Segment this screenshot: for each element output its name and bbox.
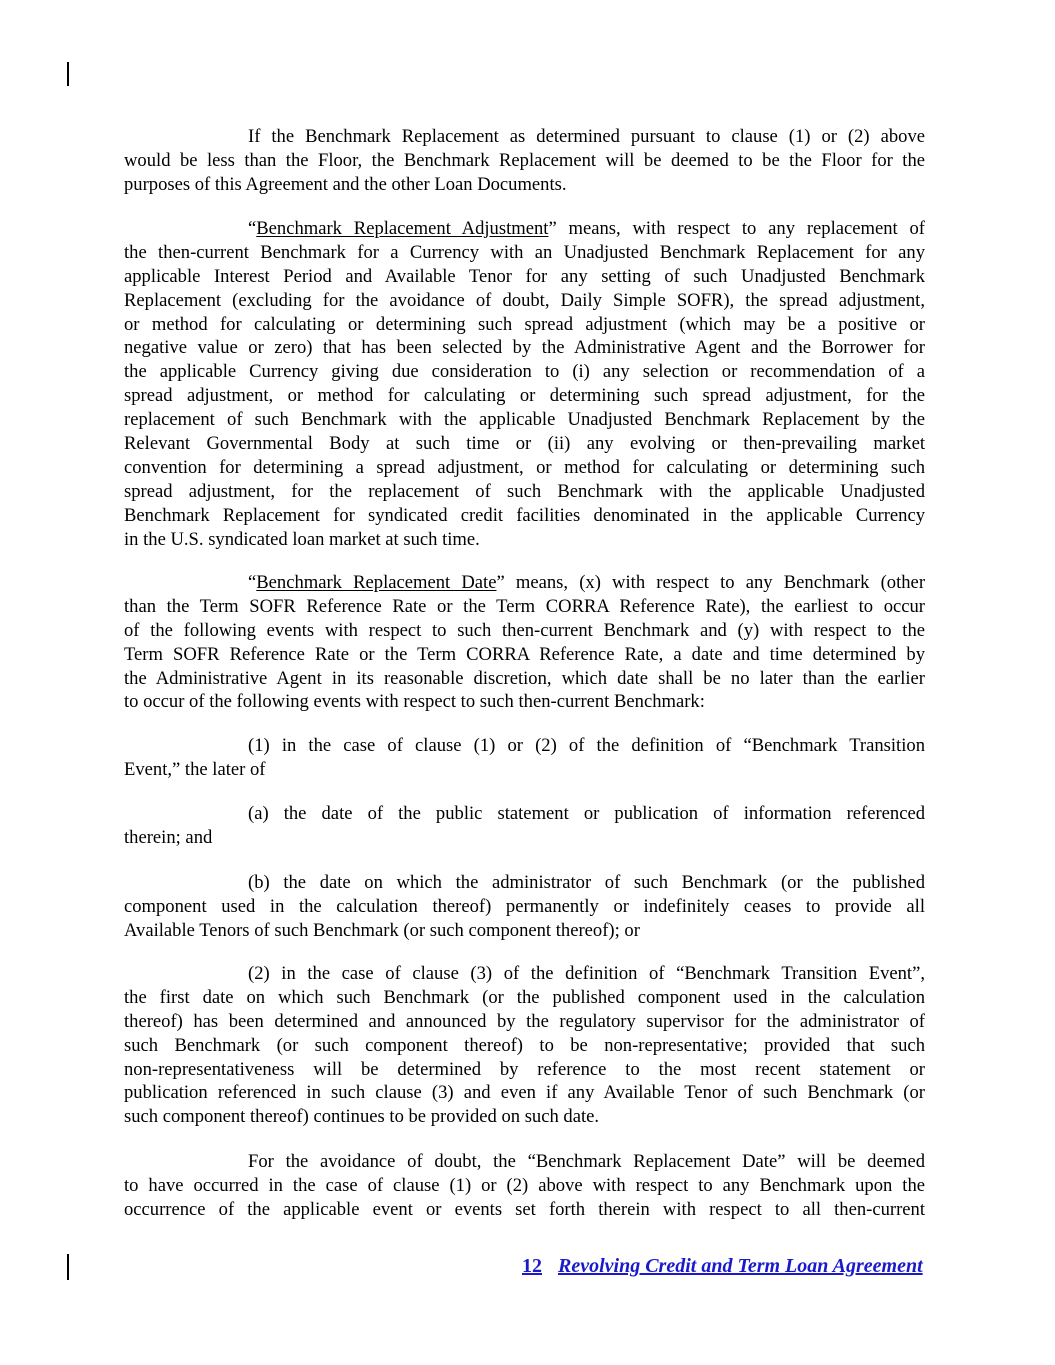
text-line: thereof) has been determined and announced by the regulatory supervisor for the administrator of	[124, 1010, 925, 1032]
page-number-link[interactable]: 12	[522, 1255, 542, 1277]
document-title-link[interactable]: Revolving Credit and Term Loan Agreement	[558, 1255, 923, 1277]
text-line	[124, 217, 925, 241]
text-line: therein; and	[124, 826, 213, 848]
text-line: Available Tenors of such Benchmark (or such component thereof); or	[124, 919, 640, 941]
clause-1	[124, 734, 925, 782]
text-line: would be less than the Floor, the Benchmark Replacement will be deemed to be the Floor for the	[124, 149, 925, 171]
definition-lead: ” means, with respect to any replacement of	[548, 218, 925, 239]
open-quote: “	[248, 218, 257, 239]
clause-2	[124, 962, 925, 1129]
defined-term: Benchmark Replacement Date	[256, 572, 497, 593]
text-line: to have occurred in the case of clause (1) or (2) above with respect to any Benchmark upon the	[124, 1174, 925, 1196]
text-line: the first date on which such Benchmark (or the published component used in the calculation	[124, 986, 925, 1008]
paragraph-avoidance-of-doubt	[124, 1150, 925, 1222]
text-line: than the Term SOFR Reference Rate or the Term CORRA Reference Rate), the earliest to occur	[124, 595, 925, 617]
text-line: in the U.S. syndicated loan market at such time.	[124, 528, 480, 550]
text-line: negative value or zero) that has been selected by the Administrative Agent and the Borrower for	[124, 337, 925, 359]
definition-lead: ” means, (x) with respect to any Benchmark (other	[496, 572, 926, 593]
definition-benchmark-replacement-date	[124, 571, 925, 714]
text-line: such Benchmark (or such component thereof) to be non-representative; provided that such	[124, 1034, 925, 1056]
clause-1a	[124, 802, 925, 850]
text-line: non-representativeness will be determined by reference to the most recent statement or	[124, 1058, 925, 1080]
text-line: of the following events with respect to such then-current Benchmark and (y) with respect to the	[124, 619, 925, 641]
text-line: the then-current Benchmark for a Currency with an Unadjusted Benchmark Replacement for any	[124, 241, 925, 263]
text-line: the applicable Currency giving due consideration to (i) any selection or recommendation of a	[124, 361, 925, 383]
text-line: If the Benchmark Replacement as determined pursuant to clause (1) or (2) above	[248, 126, 925, 147]
text-line: (b) the date on which the administrator of such Benchmark (or the published	[248, 872, 925, 893]
text-line: the Administrative Agent in its reasonable discretion, which date shall be no later than the earlier	[124, 667, 925, 689]
text-line: Replacement (excluding for the avoidance of doubt, Daily Simple SOFR), the spread adjustment,	[124, 289, 925, 311]
text-line: Relevant Governmental Body at such time or (ii) any evolving or then-prevailing market	[124, 433, 925, 455]
paragraph-floor	[124, 125, 925, 197]
text-line: occurrence of the applicable event or events set forth therein with respect to all then-current	[124, 1198, 925, 1220]
text-line: Event,” the later of	[124, 758, 266, 780]
text-line: spread adjustment, or method for calculating or determining such spread adjustment, for the	[124, 385, 925, 407]
text-line: or method for calculating or determining such spread adjustment (which may be a positive or	[124, 313, 925, 335]
page-footer	[522, 1255, 923, 1278]
defined-term: Benchmark Replacement Adjustment	[256, 218, 549, 239]
text-line: (2) in the case of clause (3) of the definition of “Benchmark Transition Event”,	[248, 963, 925, 984]
text-line: publication referenced in such clause (3) and even if any Available Tenor of such Benchmark (or	[124, 1082, 925, 1104]
change-bar-bottom	[67, 1254, 69, 1280]
text-line: purposes of this Agreement and the other Loan Documents.	[124, 173, 567, 195]
change-bar-top	[67, 62, 69, 86]
text-line: spread adjustment, for the replacement of such Benchmark with the applicable Unadjusted	[124, 480, 925, 502]
text-line	[124, 571, 925, 595]
open-quote: “	[248, 572, 257, 593]
text-line: component used in the calculation thereof) permanently or indefinitely ceases to provide all	[124, 895, 925, 917]
text-line: applicable Interest Period and Available Tenor for any setting of such Unadjusted Benchmark	[124, 265, 925, 287]
clause-1b	[124, 871, 925, 943]
text-line: Term SOFR Reference Rate or the Term CORRA Reference Rate, a date and time determined by	[124, 643, 925, 665]
definition-benchmark-replacement-adjustment	[124, 217, 925, 551]
text-line: to occur of the following events with respect to such then-current Benchmark:	[124, 691, 705, 713]
text-line: convention for determining a spread adjustment, or method for calculating or determining such	[124, 456, 925, 478]
text-line: For the avoidance of doubt, the “Benchmark Replacement Date” will be deemed	[248, 1151, 925, 1172]
text-line: Benchmark Replacement for syndicated credit facilities denominated in the applicable Currency	[124, 504, 925, 526]
text-line: replacement of such Benchmark with the applicable Unadjusted Benchmark Replacement by the	[124, 409, 925, 431]
text-line: such component thereof) continues to be provided on such date.	[124, 1106, 600, 1128]
text-line: (1) in the case of clause (1) or (2) of the definition of “Benchmark Transition	[248, 735, 925, 756]
text-line: (a) the date of the public statement or publication of information referenced	[248, 803, 925, 824]
